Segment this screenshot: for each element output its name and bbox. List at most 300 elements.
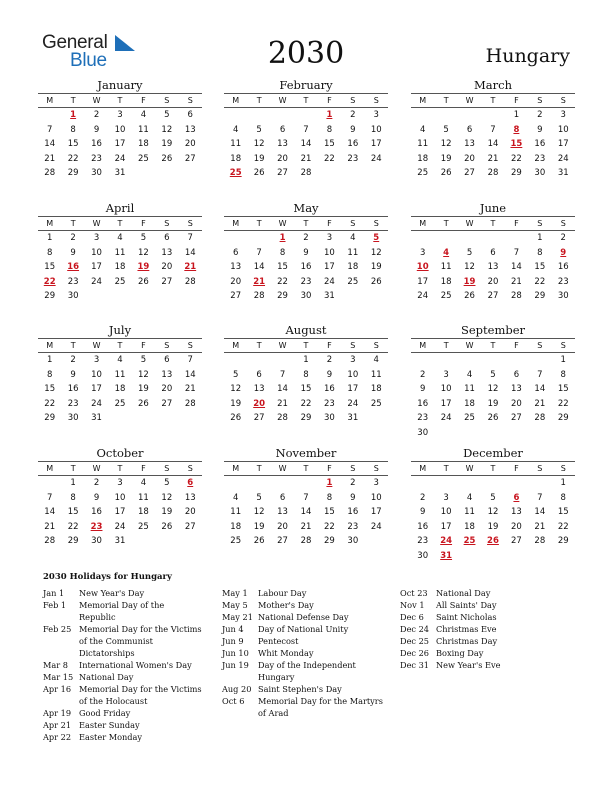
day-cell: 9 [420, 507, 426, 517]
day-cell: 8 [303, 369, 309, 380]
day-cell: 14 [277, 384, 288, 394]
day-cell: 10 [91, 247, 102, 258]
day-cell: 5 [466, 247, 473, 258]
day-cell: 22 [277, 276, 288, 287]
day-cell: 22 [534, 276, 546, 287]
weekday-label: W [92, 219, 101, 228]
day-cell: 16 [534, 139, 546, 149]
month-calendar [411, 323, 575, 440]
holiday-date: 26 [487, 536, 499, 546]
day-cell: 30 [347, 536, 359, 546]
holiday-date-label: Jun 10 [222, 648, 249, 658]
day-cell [458, 108, 481, 123]
day-cell: 14 [44, 507, 56, 517]
day-cell [411, 476, 434, 491]
holiday-date-label: May 1 [222, 588, 248, 598]
week-row [38, 137, 202, 152]
holiday-item [222, 647, 387, 659]
day-cell: 18 [114, 262, 126, 272]
day-cell: 2 [70, 355, 76, 365]
day-cell: 18 [114, 384, 126, 394]
day-cell: 1 [560, 478, 566, 488]
weekday-label: T [303, 464, 309, 473]
weekday-label: T [117, 341, 123, 350]
weekday-label: F [327, 464, 332, 473]
day-cell: 18 [137, 139, 149, 149]
holiday-date-label: Dec 26 [400, 648, 430, 658]
day-cell: 12 [161, 492, 173, 503]
holiday-date: 21 [253, 276, 266, 287]
week-row [411, 246, 575, 261]
day-cell: 6 [279, 492, 286, 503]
day-cell: 24 [91, 398, 102, 409]
day-cell: 29 [323, 536, 335, 546]
week-row [224, 534, 388, 549]
day-cell: 21 [44, 521, 56, 532]
day-cell [179, 534, 202, 549]
day-cell: 27 [184, 521, 196, 532]
day-cell: 22 [67, 153, 79, 164]
day-cell: 2 [93, 478, 100, 488]
day-cell: 22 [323, 521, 335, 532]
day-cell: 13 [487, 262, 499, 272]
day-cell: 26 [370, 276, 382, 287]
day-cell: 3 [373, 478, 379, 488]
day-cell: 1 [303, 355, 309, 365]
week-row [224, 397, 388, 412]
holiday-name: Labour Day [258, 588, 307, 598]
day-cell: 25 [137, 153, 149, 164]
week-row [411, 289, 575, 304]
week-row [411, 123, 575, 138]
holiday-item [43, 623, 203, 659]
day-cell: 6 [233, 247, 239, 258]
weekday-header [38, 338, 202, 353]
day-cell [505, 231, 528, 246]
day-cell: 12 [487, 384, 499, 394]
weekday-label: F [514, 341, 519, 350]
day-cell [434, 353, 457, 368]
day-cell [365, 534, 388, 549]
day-cell: 3 [443, 369, 449, 380]
day-cell: 11 [417, 139, 429, 149]
day-cell: 19 [253, 521, 265, 532]
day-cell: 19 [487, 398, 499, 409]
day-cell: 26 [137, 398, 149, 409]
day-cell: 28 [277, 413, 288, 423]
day-cell: 29 [534, 291, 546, 301]
day-cell: 5 [490, 492, 496, 503]
holiday-name: Day of the Independent Hungary [258, 660, 356, 682]
day-cell: 2 [326, 355, 333, 365]
holiday-name: New Year's Eve [436, 660, 501, 670]
day-cell [318, 166, 341, 181]
day-cell: 21 [44, 153, 56, 164]
day-cell: 9 [350, 124, 356, 135]
day-cell: 21 [277, 398, 288, 409]
day-cell: 25 [114, 276, 126, 287]
day-cell [108, 411, 131, 426]
week-row [38, 534, 202, 549]
holiday-date: 25 [463, 536, 476, 546]
day-cell [132, 166, 155, 181]
day-cell [505, 476, 528, 491]
week-row [411, 520, 575, 535]
day-cell: 26 [161, 153, 173, 164]
day-cell: 27 [253, 413, 265, 423]
day-cell: 28 [487, 168, 499, 178]
logo-blue-text: Blue [70, 50, 107, 71]
day-cell: 18 [137, 507, 149, 517]
day-cell: 19 [161, 139, 173, 149]
day-cell: 27 [277, 168, 288, 178]
holiday-name: Memorial Day of the Republic [79, 600, 165, 622]
week-row [224, 353, 388, 368]
week-row [38, 231, 202, 246]
holiday-date-label: Jun 4 [222, 624, 244, 634]
day-cell: 31 [323, 291, 335, 301]
day-cell: 5 [443, 124, 449, 135]
holiday-item [222, 659, 387, 683]
day-cell [434, 476, 457, 491]
week-row [224, 289, 388, 304]
day-cell: 5 [164, 478, 170, 488]
day-cell [365, 411, 388, 426]
day-cell: 1 [560, 355, 566, 365]
day-cell [458, 476, 481, 491]
day-cell: 23 [347, 153, 359, 164]
day-cell: 6 [466, 124, 473, 135]
holiday-date-label: Jan 1 [43, 588, 65, 598]
day-cell [365, 289, 388, 304]
day-cell [505, 426, 528, 441]
day-cell: 7 [47, 124, 53, 135]
day-cell: 15 [557, 384, 569, 394]
day-cell: 11 [137, 124, 149, 135]
week-row [411, 382, 575, 397]
holiday-date: 5 [373, 233, 380, 243]
holiday-date-label: Dec 24 [400, 624, 430, 634]
day-cell: 25 [347, 276, 359, 287]
day-cell: 15 [44, 384, 56, 394]
day-cell [411, 108, 434, 123]
holiday-name: All Saints' Day [436, 600, 497, 610]
day-cell: 28 [534, 413, 546, 423]
day-cell: 20 [277, 521, 288, 532]
holiday-date-label: Nov 1 [400, 600, 425, 610]
day-cell: 24 [557, 153, 569, 164]
day-cell: 4 [420, 124, 426, 135]
day-cell: 18 [417, 153, 429, 164]
day-cell: 13 [161, 247, 173, 258]
holiday-date-label: Mar 8 [43, 660, 68, 670]
weekday-label: W [278, 96, 287, 105]
day-cell: 12 [440, 139, 452, 149]
day-cell: 20 [487, 276, 499, 287]
day-cell: 17 [370, 507, 382, 517]
day-cell: 8 [326, 492, 333, 503]
day-cell: 10 [440, 507, 452, 517]
day-cell: 28 [44, 536, 56, 546]
day-cell: 26 [137, 276, 149, 287]
weekday-label: S [373, 341, 379, 350]
day-cell [365, 166, 388, 181]
day-cell: 3 [326, 233, 333, 243]
day-cell: 27 [464, 168, 475, 178]
holiday-name: National Day [436, 588, 491, 598]
day-cell [552, 549, 575, 564]
day-cell [247, 231, 270, 246]
holiday-name: Mother's Day [258, 600, 314, 610]
weekday-label: W [278, 464, 287, 473]
day-cell: 21 [184, 384, 196, 394]
day-cell: 13 [464, 139, 475, 149]
month-name: June [479, 201, 507, 215]
weekday-label: T [490, 96, 496, 105]
day-cell: 30 [417, 550, 429, 561]
day-cell: 7 [187, 355, 193, 365]
day-cell: 29 [300, 413, 312, 423]
day-cell: 14 [44, 139, 56, 149]
day-cell: 11 [464, 507, 475, 517]
day-cell: 5 [140, 233, 147, 243]
month-name: September [460, 323, 526, 337]
holiday-name: National Day [79, 672, 134, 682]
weekday-label: W [465, 464, 474, 473]
weekday-label: S [537, 96, 543, 105]
week-row [38, 505, 202, 520]
day-cell [434, 231, 457, 246]
weekday-label: T [256, 219, 262, 228]
week-row [38, 123, 202, 138]
day-cell [271, 108, 294, 123]
day-cell: 23 [417, 536, 429, 546]
day-cell: 5 [490, 369, 496, 380]
day-cell: 18 [440, 276, 452, 287]
holiday-date: 23 [90, 521, 103, 532]
day-cell: 24 [114, 521, 126, 532]
week-row [224, 137, 388, 152]
day-cell: 19 [137, 384, 149, 394]
day-cell: 15 [557, 507, 569, 517]
day-cell: 9 [350, 492, 356, 503]
day-cell: 2 [93, 110, 100, 120]
day-cell: 18 [464, 398, 475, 409]
day-cell: 4 [373, 355, 379, 365]
weekday-label: W [278, 341, 287, 350]
day-cell: 13 [277, 139, 288, 149]
weekday-label: T [443, 96, 449, 105]
day-cell: 25 [230, 536, 242, 546]
weekday-label: F [327, 219, 332, 228]
weekday-label: T [443, 341, 449, 350]
day-cell: 11 [440, 262, 452, 272]
holiday-item [43, 683, 203, 707]
day-cell: 8 [560, 369, 566, 380]
week-row [38, 411, 202, 426]
day-cell [458, 426, 481, 441]
day-cell: 25 [440, 291, 452, 301]
day-cell: 22 [300, 398, 312, 409]
day-cell: 4 [233, 124, 239, 135]
day-cell: 2 [420, 369, 426, 380]
day-cell: 20 [230, 276, 242, 287]
weekday-label: W [92, 464, 101, 473]
day-cell: 29 [510, 168, 522, 178]
month-name: February [279, 78, 333, 92]
weekday-label: T [303, 96, 309, 105]
week-row [411, 166, 575, 181]
weekday-label: S [560, 464, 566, 473]
holiday-item [222, 683, 387, 695]
day-cell: 3 [373, 110, 379, 120]
weekday-label: S [373, 96, 379, 105]
day-cell: 29 [67, 536, 79, 546]
day-cell: 2 [70, 233, 76, 243]
day-cell: 16 [91, 139, 102, 149]
day-cell [434, 426, 457, 441]
day-cell: 4 [233, 492, 239, 503]
day-cell [294, 476, 317, 491]
day-cell: 14 [487, 139, 499, 149]
day-cell: 16 [323, 384, 335, 394]
holiday-item [43, 659, 203, 671]
day-cell: 10 [440, 384, 452, 394]
day-cell: 23 [67, 276, 79, 287]
day-cell: 12 [137, 369, 149, 380]
weekday-label: F [327, 96, 332, 105]
day-cell: 13 [184, 492, 196, 503]
week-row [224, 411, 388, 426]
day-cell: 3 [117, 478, 123, 488]
holiday-column [43, 587, 203, 743]
day-cell [224, 231, 247, 246]
day-cell: 19 [440, 153, 452, 164]
day-cell: 9 [420, 384, 426, 394]
weekday-label: S [373, 464, 379, 473]
day-cell [411, 353, 434, 368]
day-cell: 28 [534, 536, 546, 546]
holiday-column [400, 587, 560, 671]
day-cell: 24 [347, 398, 359, 409]
weekday-label: S [560, 96, 566, 105]
month-name: May [293, 201, 319, 215]
day-cell: 30 [67, 291, 79, 301]
day-cell: 30 [323, 413, 335, 423]
holiday-date: 1 [326, 478, 333, 488]
day-cell: 19 [487, 521, 499, 532]
day-cell: 28 [300, 536, 312, 546]
day-cell: 24 [370, 521, 382, 532]
day-cell: 10 [557, 124, 569, 135]
month-name: March [474, 78, 512, 92]
day-cell: 21 [300, 521, 312, 532]
weekday-label: T [70, 341, 76, 350]
month-calendar [38, 201, 202, 304]
weekday-label: T [256, 96, 262, 105]
holiday-name: Boxing Day [436, 648, 484, 658]
holiday-name: Christmas Day [436, 636, 498, 646]
month-name: October [96, 446, 144, 460]
week-row [411, 491, 575, 506]
day-cell: 7 [513, 247, 520, 258]
holiday-item [400, 635, 560, 647]
weekday-label: M [46, 464, 54, 473]
holiday-item [222, 695, 387, 719]
weekday-label: S [350, 341, 356, 350]
day-cell [458, 353, 481, 368]
day-cell: 5 [140, 355, 147, 365]
weekday-label: F [514, 464, 519, 473]
holiday-item [43, 599, 203, 623]
day-cell [179, 166, 202, 181]
day-cell: 13 [161, 369, 173, 380]
month-calendar [224, 201, 388, 304]
weekday-label: S [164, 464, 170, 473]
day-cell: 17 [417, 276, 429, 287]
day-cell: 30 [557, 291, 569, 301]
day-cell: 24 [440, 413, 452, 423]
day-cell: 28 [300, 168, 312, 178]
day-cell [85, 289, 108, 304]
day-cell: 11 [230, 507, 242, 517]
weekday-label: F [141, 219, 146, 228]
holiday-name: Easter Sunday [79, 720, 140, 730]
day-cell [341, 289, 364, 304]
day-cell: 18 [347, 262, 359, 272]
week-row [224, 520, 388, 535]
weekday-label: T [490, 219, 496, 228]
holiday-date: 1 [326, 110, 333, 120]
holiday-date: 1 [70, 110, 77, 120]
holiday-item [43, 671, 203, 683]
day-cell: 14 [184, 247, 196, 258]
day-cell: 29 [277, 291, 288, 301]
day-cell [132, 411, 155, 426]
weekday-header [224, 338, 388, 353]
weekday-label: W [465, 96, 474, 105]
day-cell [505, 549, 528, 564]
day-cell: 17 [114, 507, 126, 517]
day-cell: 11 [347, 247, 359, 258]
weekday-label: T [70, 96, 76, 105]
day-cell: 23 [323, 398, 335, 409]
weekday-label: T [303, 219, 309, 228]
day-cell: 7 [490, 124, 496, 135]
weekday-label: S [164, 219, 170, 228]
week-row [38, 476, 202, 491]
day-cell: 11 [114, 369, 126, 380]
day-cell: 6 [513, 369, 520, 380]
day-cell: 17 [114, 139, 126, 149]
day-cell: 29 [557, 413, 569, 423]
day-cell: 5 [233, 369, 239, 380]
weekday-header [38, 216, 202, 231]
weekday-label: S [373, 219, 379, 228]
day-cell [132, 534, 155, 549]
day-cell: 16 [91, 507, 102, 517]
day-cell: 26 [253, 168, 265, 178]
day-cell: 4 [117, 355, 123, 365]
day-cell: 27 [277, 536, 288, 546]
day-cell: 17 [370, 139, 382, 149]
day-cell: 22 [67, 521, 79, 532]
holiday-date-label: Feb 25 [43, 624, 72, 634]
week-row [38, 108, 202, 123]
day-cell [458, 231, 481, 246]
day-cell: 26 [464, 291, 475, 301]
day-cell: 4 [350, 233, 356, 243]
